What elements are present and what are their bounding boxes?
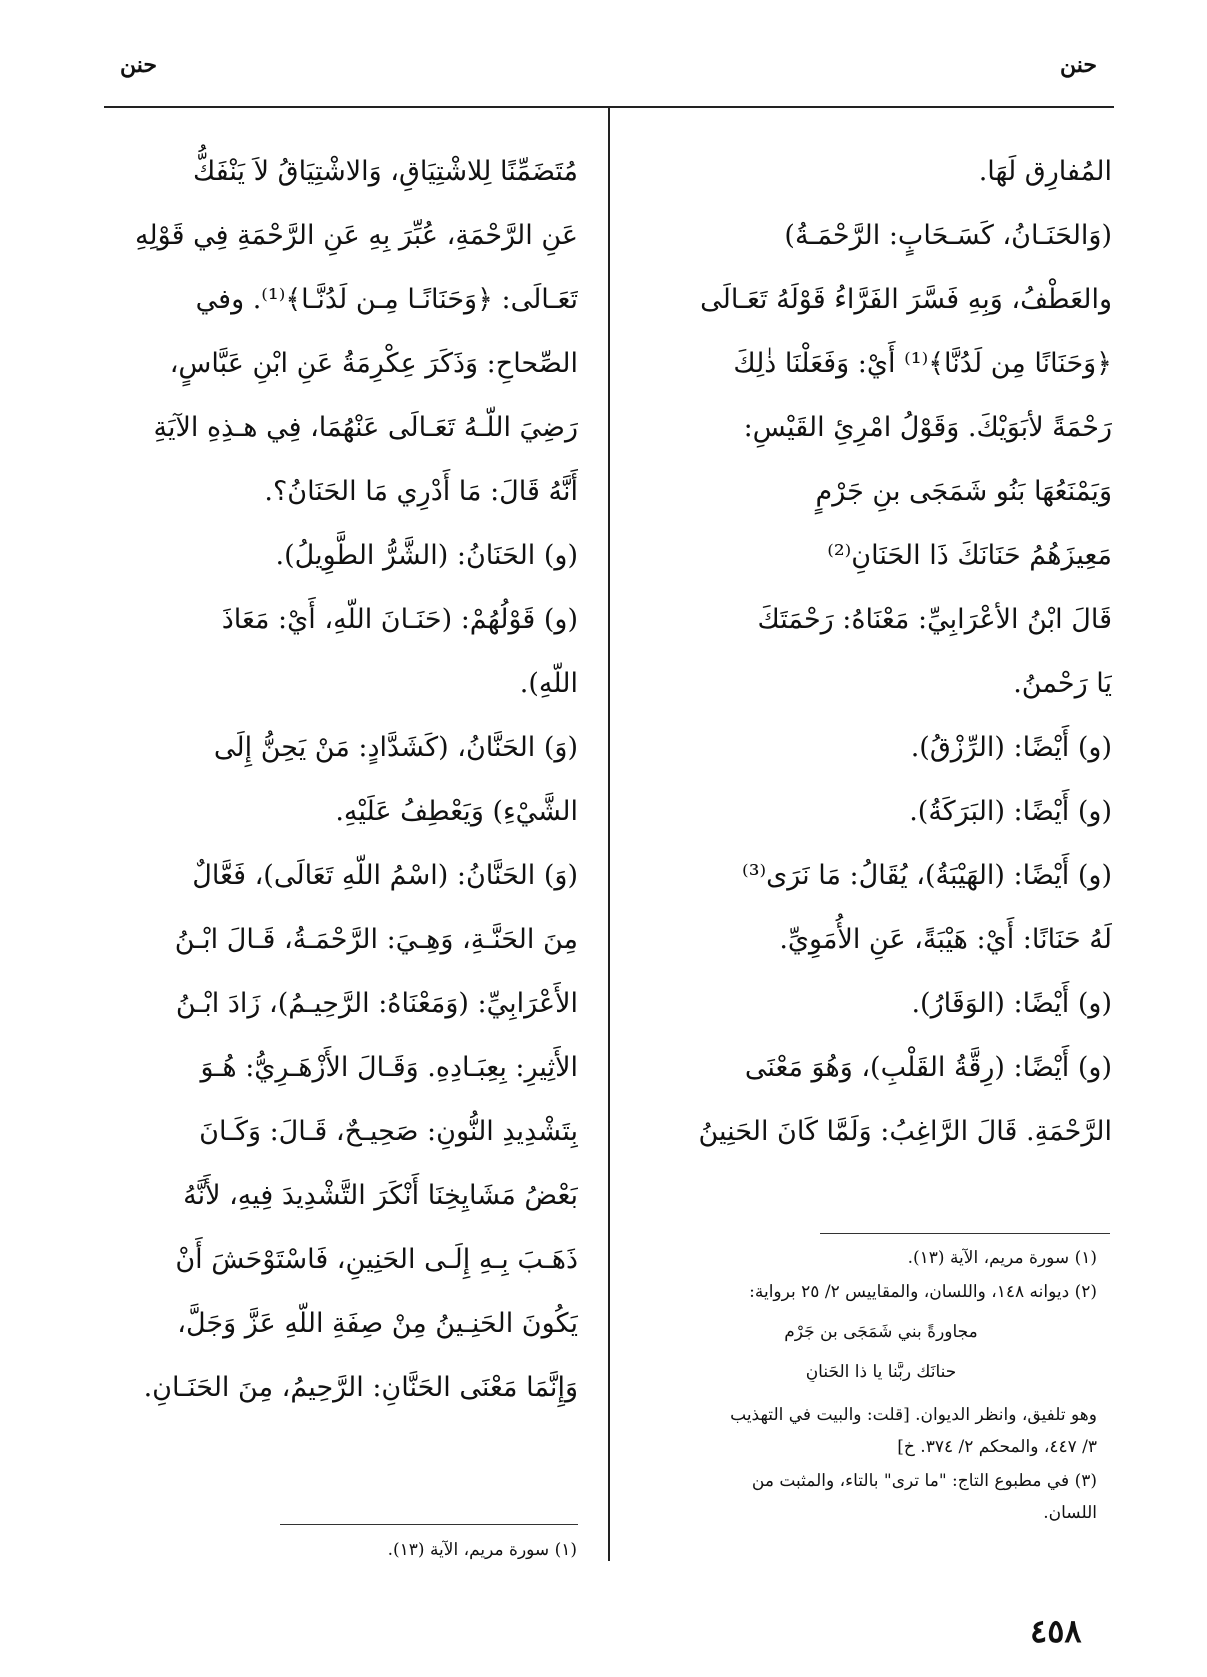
text-line: وَإِنَّمَا مَعْنَى الحَنَّانِ: الرَّحِيمُ، مِنَ الحَنَـانِ.	[143, 1372, 578, 1403]
text-line: ﴿وَحَنَانًا مِن لَدُنَّا﴾⁽¹⁾ أَيْ: وَفَعَلْنَا ذٰلِكَ	[733, 348, 1112, 379]
text-line: (و) أَيْضًا: (رِقَّةُ القَلْبِ)، وَهُوَ مَعْنَى	[744, 1052, 1112, 1083]
page-number: ٤٥٨	[1030, 1612, 1082, 1650]
text-line: (وَ) الحَنَّانُ، (كَشَدَّادٍ: مَنْ يَحِنُّ إِلَى	[213, 732, 578, 763]
left-column	[100, 140, 578, 1420]
text-line: ذَهَـبَ بِـهِ إِلَـى الحَنِينِ، فَاسْتَوْحَشَ أَنْ	[175, 1244, 578, 1275]
footnote: اللسان.	[1043, 1503, 1097, 1523]
text-line: (و) الحَنَانُ: (الشَّرُّ الطَّوِيلُ).	[275, 540, 578, 571]
text-line: مِنَ الحَنَّـةِ، وَهِـيَ: الرَّحْمَـةُ، قَـالَ ابْـنُ	[174, 924, 578, 955]
text-line: بِتَشْدِيدِ النُّونِ: صَحِيـحٌ، قَـالَ: وَكَـانَ	[199, 1116, 578, 1147]
text-line: الصِّحاحِ: وَذَكَرَ عِكْرِمَةُ عَنِ ابْنِ عَبَّاسٍ،	[169, 348, 578, 379]
footnote: وهو تلفيق، وانظر الديوان. [قلت: والبيت في التهذيب	[730, 1405, 1097, 1425]
text-line: تَعَـالَى: ﴿وَحَنَانًـا مِـن لَدُنَّـا﴾⁽¹⁾. وفي	[195, 284, 578, 315]
text-line: يَا رَحْمنُ.	[1013, 668, 1112, 699]
text-line: يَكُونَ الحَنِـينُ مِنْ صِفَةِ اللّهِ عَزَّ وَجَلَّ،	[177, 1308, 578, 1339]
footnote: (١) سورة مريم، الآية (١٣).	[907, 1248, 1097, 1268]
text-line: الأَثِيرِ: بِعِبَـادِهِ. وَقَـالَ الأَزْهَـرِيُّ: هُـوَ	[200, 1052, 578, 1083]
text-line: والعَطْفُ، وَبِهِ فَسَّرَ الفَرَّاءُ قَوْلَهُ تَعَـالَى	[700, 284, 1112, 315]
column-divider	[608, 106, 610, 1561]
text-line: (و) أَيْضًا: (الرِّزْقُ).	[910, 732, 1112, 763]
text-line: عَنِ الرَّحْمَةِ، عُبِّرَ بِهِ عَنِ الرَّحْمَةِ فِي قَوْلِهِ	[134, 220, 578, 251]
text-line: لَهُ حَنَانًا: أَيْ: هَيْبَةً، عَنِ الأُمَوِيِّ.	[779, 924, 1112, 955]
verse-line: وَيَمْنَعُهَا بَنُو شَمَجَى بنِ جَرْمٍ	[815, 476, 1112, 507]
text-line: (و) أَيْضًا: (الهَيْبَةُ)، يُقَالُ: مَا نَرَى⁽³⁾	[742, 860, 1112, 891]
footnote-verse: مجاورةً بني شَمَجَى بن جَرْمٍ	[784, 1322, 978, 1342]
text-line: أَنَّهُ قَالَ: مَا أَدْرِي مَا الحَنَانُ؟.	[264, 476, 578, 507]
text-line: (و) أَيْضًا: (البَرَكَةُ).	[909, 796, 1112, 827]
text-line: رَضِيَ اللّـهُ تَعَـالَى عَنْهُمَا، فِي هـذِهِ الآيَةِ	[153, 412, 578, 443]
footnote-rule-left	[280, 1524, 578, 1525]
verse-line: مَعِيزَهُمُ حَنَانَكَ ذَا الحَنَانِ⁽²⁾	[827, 540, 1112, 571]
text-line: اللّهِ).	[519, 668, 578, 699]
footnote-verse: حنانَك ربَّنا يا ذا الحَنانِ	[805, 1362, 957, 1382]
text-line: (و) أَيْضًا: (الوَقَارُ).	[911, 988, 1112, 1019]
text-line: قَالَ ابْنُ الأعْرَابِيِّ: مَعْنَاهُ: رَحْمَتَكَ	[757, 604, 1112, 635]
running-header-right: حنن	[1060, 52, 1097, 78]
text-line: بَعْضُ مَشَايِخِنَا أَنْكَرَ التَّشْدِيدَ فِيهِ، لأَنَّهُ	[183, 1180, 578, 1211]
text-line: رَحْمَةً لأبَوَيْكَ. وَقَوْلُ امْرِئِ القَيْسِ:	[743, 412, 1112, 443]
footnote: ٣/ ٤٤٧، والمحكم ٢/ ٣٧٤. خ]	[897, 1437, 1097, 1457]
footnote: (١) سورة مريم، الآية (١٣).	[387, 1540, 577, 1560]
text-line: (وَالحَنَـانُ، كَسَـحَابٍ: الرَّحْمَـةُ)	[784, 220, 1112, 251]
right-column	[650, 140, 1112, 1164]
running-header-left: حنن	[120, 52, 157, 78]
text-line: (وَ) الحَنَّانُ: (اسْمُ اللّهِ تَعَالَى)، فَعَّالٌ	[192, 860, 578, 891]
footnote-rule-right	[820, 1233, 1110, 1234]
text-line: مُتَضَمِّنًا لِلاشْتِيَاقِ، وَالاشْتِيَاقُ لاَ يَنْفَكُّ	[193, 156, 578, 187]
footnote: (٢) ديوانه ١٤٨، واللسان، والمقاييس ٢/ ٢٥ برواية:	[749, 1282, 1097, 1302]
text-line: (و) قَوْلُهُمْ: (حَنَـانَ اللّهِ، أَيْ: مَعَاذَ	[221, 604, 578, 635]
text-line: المُفارِق لَهَا.	[978, 156, 1112, 187]
text-line: الشَّيْءِ) وَيَعْطِفُ عَلَيْهِ.	[335, 796, 578, 827]
text-line: الرَّحْمَةِ. قَالَ الرَّاغِبُ: وَلَمَّا كَانَ الحَنِينُ	[698, 1116, 1112, 1147]
text-line: الأَعْرَابِيِّ: (وَمَعْنَاهُ: الرَّحِيـمُ)، زَادَ ابْـنُ	[175, 988, 578, 1019]
footnote: (٣) في مطبوع التاج: "ما ترى" بالتاء، والمثبت من	[751, 1471, 1097, 1491]
